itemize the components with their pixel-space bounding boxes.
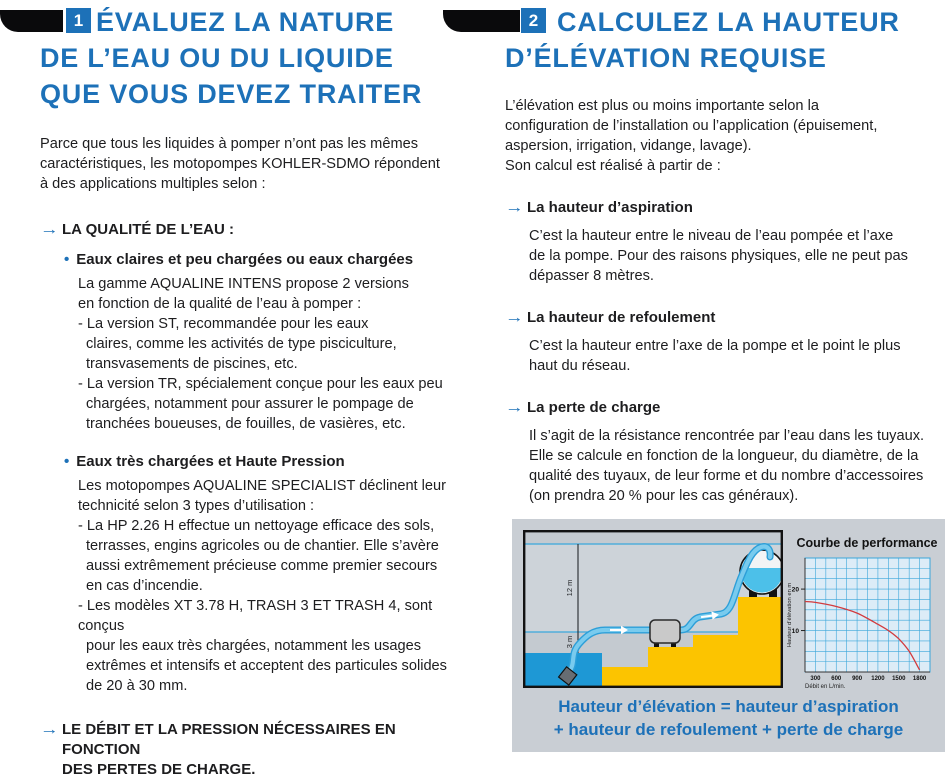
aqualine-specialist-lead: [40, 476, 476, 516]
arrow-icon: →: [40, 221, 59, 238]
text-line: Hauteur d’élévation = hauteur d’aspiration: [558, 697, 899, 716]
text-line: Parce que tous les liquides à pomper n’ont pas les mêmes: [40, 136, 419, 152]
x-tick-label: 1800: [912, 676, 927, 682]
heading-text: LA QUALITÉ DE L’EAU :: [62, 221, 234, 238]
heading-text: [62, 720, 476, 780]
text-line: qualité des tuyaux, de leur forme et du nombre d’accessoires: [529, 468, 924, 484]
aqualine-intens-lead: [40, 274, 476, 314]
step-number-badge-1: 1: [66, 8, 91, 33]
x-tick-label: 300: [810, 676, 821, 682]
text-line: DES PERTES DE CHARGE.: [62, 761, 256, 778]
text-line: caractéristiques, les motopompes KOHLER-SDMO répondent: [40, 156, 440, 172]
text-line: terrasses, engins agricoles ou de chantier. Elle s’avère: [86, 538, 439, 554]
column-1: [40, 134, 476, 780]
performance-chart: [784, 553, 944, 688]
pump-installation-illustration: [523, 530, 783, 688]
heading-text: La hauteur de refoulement: [527, 309, 716, 326]
text-line: de la pompe. Pour des raisons physiques, elle ne peut pas: [529, 248, 908, 264]
arrow-icon: →: [505, 309, 524, 326]
arrow-icon: →: [505, 399, 524, 416]
suction-height-heading: [505, 198, 935, 218]
discharge-height-label: 12 m: [565, 579, 574, 597]
text-line: + hauteur de refoulement + perte de charge: [553, 720, 904, 739]
intro-paragraph: [40, 134, 476, 194]
text-line: pour les eaux très chargées, notamment les usages: [86, 638, 422, 654]
water-quality-heading: [40, 220, 476, 240]
suction-height-body: [505, 226, 935, 286]
section-2-title: [505, 4, 900, 76]
head-loss-heading: [505, 398, 935, 418]
intro-paragraph: [505, 96, 935, 176]
text-line: - La HP 2.26 H effectue un nettoyage efficace des sols,: [78, 518, 435, 534]
x-tick-label: 900: [852, 676, 863, 682]
heading-text: Eaux très chargées et Haute Pression: [76, 453, 345, 470]
elevation-formula-caption: [512, 695, 945, 741]
text-line: - Les modèles XT 3.78 H, TRASH 3 ET TRASH 4, sont conçus: [78, 598, 433, 634]
x-tick-label: 1500: [892, 676, 906, 682]
text-line: L’élévation est plus ou moins importante selon la: [505, 98, 819, 114]
bullet-icon: •: [64, 251, 70, 268]
heading-text: La hauteur d’aspiration: [527, 199, 693, 216]
heading-text: La perte de charge: [527, 399, 661, 416]
suction-height-label: 3 m: [565, 635, 574, 649]
water-pool: [524, 653, 602, 687]
text-line: aussi extrêmement précieuse comme premier secours: [86, 558, 438, 574]
text-line: DE L’EAU OU DU LIQUIDE: [40, 43, 394, 73]
flow-pressure-heading: [40, 720, 476, 780]
y-axis-label: Hauteur d’élévation en m: [787, 582, 793, 648]
text-line: tranchées boueuses, de fouilles, de vasières, etc.: [86, 416, 406, 432]
xt-trash-item: [40, 596, 476, 696]
text-line: haut du réseau.: [529, 358, 631, 374]
text-line: C’est la hauteur entre le niveau de l’eau pompée et l’axe: [529, 228, 894, 244]
elevation-diagram-panel: [512, 519, 945, 752]
discharge-height-heading: [505, 308, 935, 328]
version-st-item: [40, 314, 476, 374]
column-2: [505, 96, 935, 506]
text-line: à des applications multiples selon :: [40, 176, 266, 192]
text-line: La gamme AQUALINE INTENS propose 2 versions: [78, 276, 409, 292]
discharge-height-body: [505, 336, 935, 376]
heading-text: Eaux claires et peu chargées ou eaux chargées: [76, 251, 414, 268]
text-line: ÉVALUEZ LA NATURE: [96, 7, 395, 37]
text-line: LE DÉBIT ET LA PRESSION NÉCESSAIRES EN FONCTION: [62, 721, 396, 758]
step-number-badge-2: 2: [521, 8, 546, 33]
text-line: Il s’agit de la résistance rencontrée par l’eau dans les tuyaux.: [529, 428, 925, 444]
hp-226-item: [40, 516, 476, 596]
text-line: chargées, notamment pour assurer le pompage de: [86, 396, 414, 412]
text-line: C’est la hauteur entre l’axe de la pompe et le point le plus: [529, 338, 901, 354]
text-line: de 20 à 30 mm.: [86, 678, 188, 694]
pump-icon: [650, 620, 680, 643]
version-tr-item: [40, 374, 476, 434]
text-line: D’ÉLÉVATION REQUISE: [505, 43, 827, 73]
text-line: Son calcul est réalisé à partir de :: [505, 158, 721, 174]
text-line: dépasser 8 mètres.: [529, 268, 654, 284]
text-line: CALCULEZ LA HAUTEUR: [557, 7, 900, 37]
bullet-heading-loaded-water: [64, 452, 476, 472]
bullet-heading-clear-water: [64, 250, 476, 270]
text-line: (on prendra 20 % pour les cas généraux).: [529, 488, 799, 504]
text-line: en cas d’incendie.: [86, 578, 203, 594]
text-line: - La version TR, spécialement conçue pour les eaux peu: [78, 376, 443, 392]
head-loss-body: [505, 426, 935, 506]
text-line: configuration de l’installation ou l’application (épuisement,: [505, 118, 878, 134]
text-line: Elle se calcule en fonction de la longueur, du diamètre, de la: [529, 448, 919, 464]
text-line: Les motopompes AQUALINE SPECIALIST déclinent leur: [78, 478, 447, 494]
y-tick-label: 20: [791, 586, 799, 594]
text-line: technicité selon 3 types d’utilisation :: [78, 498, 315, 514]
section-1-title: [40, 4, 422, 112]
chart-title: Courbe de performance: [796, 536, 938, 550]
text-line: transvasements de piscines, etc.: [86, 356, 298, 372]
text-line: en fonction de la qualité de l’eau à pomper :: [78, 296, 362, 312]
bullet-icon: •: [64, 453, 70, 470]
y-tick-label: 10: [791, 627, 799, 635]
x-axis-label: Débit en L/min.: [805, 684, 846, 688]
text-line: extrêmes et intensifs et acceptent des particules solides: [86, 658, 447, 674]
x-tick-label: 600: [831, 676, 842, 682]
text-line: aspersion, irrigation, vidange, lavage).: [505, 138, 752, 154]
arrow-icon: →: [505, 199, 524, 216]
arrow-icon: →: [40, 721, 59, 738]
text-line: claires, comme les activités de type pisciculture,: [86, 336, 397, 352]
text-line: - La version ST, recommandée pour les eaux: [78, 316, 369, 332]
x-tick-label: 1200: [871, 676, 885, 682]
text-line: QUE VOUS DEVEZ TRAITER: [40, 79, 423, 109]
